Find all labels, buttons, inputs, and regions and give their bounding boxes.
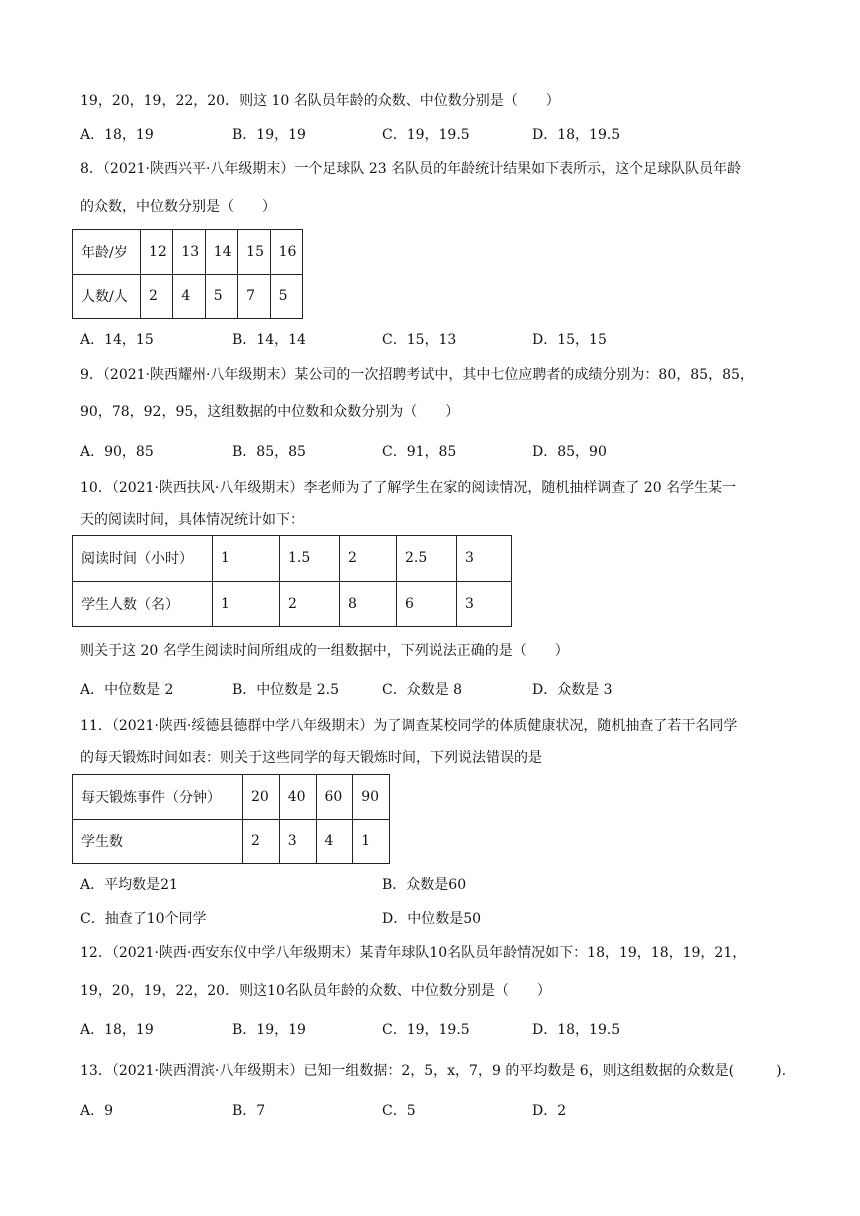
option-b: B．7 (232, 1103, 266, 1119)
q11-table (72, 774, 390, 864)
table-cell: 2 (340, 536, 397, 582)
table-cell: 90 (353, 775, 390, 820)
table-cell: 1 (213, 536, 280, 582)
table-row (73, 536, 512, 582)
option-c: C．19，19.5 (382, 1022, 470, 1038)
table-cell: 16 (270, 230, 302, 275)
q12-stem-line2: 19，20，19，22，20．则这10名队员年龄的众数、中位数分别是（ ） (80, 983, 551, 999)
option-b: B．14，14 (232, 332, 306, 348)
table-cell: 15 (238, 230, 270, 275)
q8-table (72, 229, 303, 319)
table-cell: 6 (397, 581, 457, 627)
q7-stem-line: 19，20，19，22，20．则这 10 名队员年龄的众数、中位数分别是（ ） (80, 93, 560, 109)
table-cell: 3 (457, 581, 512, 627)
table-cell: 1 (213, 581, 280, 627)
table-row (73, 819, 390, 864)
option-a: A．18，19 (80, 127, 154, 143)
table-cell: 学生数 (73, 819, 243, 864)
option-d: D．众数是 3 (532, 682, 613, 698)
table-cell: 13 (173, 230, 205, 275)
option-c: C．5 (382, 1103, 416, 1119)
q10-stem-line2: 天的阅读时间，具体情况统计如下： (80, 512, 304, 528)
table-cell: 每天锻炼事件（分钟） (73, 775, 243, 820)
option-d: D．2 (532, 1103, 567, 1119)
table-cell: 4 (316, 819, 353, 864)
option-a: A．平均数是21 (80, 877, 178, 893)
option-b: B．中位数是 2.5 (232, 682, 340, 698)
option-a: A．90，85 (80, 444, 154, 460)
table-cell: 1 (353, 819, 390, 864)
table-row (73, 581, 512, 627)
table-cell: 60 (316, 775, 353, 820)
table-cell: 5 (270, 274, 302, 319)
table-cell: 14 (205, 230, 237, 275)
table-cell: 人数/人 (73, 274, 141, 319)
table-cell: 3 (457, 536, 512, 582)
option-a: A．18，19 (80, 1022, 154, 1038)
option-b: B．众数是60 (382, 877, 467, 893)
table-cell: 7 (238, 274, 270, 319)
option-c: C．15，13 (382, 332, 457, 348)
q8-stem-line1: 8．（2021·陕西兴平·八年级期末）一个足球队 23 名队员的年龄统计结果如下表所示，这个足球队队员年龄 (80, 161, 742, 177)
table-cell: 2.5 (397, 536, 457, 582)
table-cell: 5 (205, 274, 237, 319)
option-a: A．14，15 (80, 332, 154, 348)
q10-table (72, 535, 512, 627)
table-cell: 3 (279, 819, 316, 864)
q13-stem-line1: 13．（2021·陕西渭滨·八年级期末）已知一组数据：2，5，x，7，9 的平均数是 6，则这组数据的众数是( ). (80, 1063, 787, 1079)
option-b: B．19，19 (232, 1022, 306, 1038)
table-row (73, 775, 390, 820)
table-cell: 阅读时间（小时） (73, 536, 213, 582)
q8-stem-line2: 的众数，中位数分别是（ ） (80, 199, 276, 215)
table-cell: 年龄/岁 (73, 230, 141, 275)
option-c: C．19，19.5 (382, 127, 470, 143)
q9-stem-line2: 90，78，92，95，这组数据的中位数和众数分别为（ ） (80, 404, 460, 420)
option-c: C．抽查了10个同学 (80, 911, 207, 927)
q10-stem-line3: 则关于这 20 名学生阅读时间所组成的一组数据中，下列说法正确的是（ ） (80, 643, 569, 659)
option-d: D．15，15 (532, 332, 607, 348)
option-d: D．85，90 (532, 444, 607, 460)
option-d: D．18，19.5 (532, 1022, 621, 1038)
table-cell: 1.5 (280, 536, 340, 582)
option-d: D．18，19.5 (532, 127, 621, 143)
table-row (73, 274, 303, 319)
table-cell: 40 (279, 775, 316, 820)
q11-stem-line1: 11．（2021·陕西·绥德县德群中学八年级期末）为了调查某校同学的体质健康状况，随机抽查了若干名同学 (80, 718, 738, 734)
option-c: C．91，85 (382, 444, 457, 460)
option-a: A．9 (80, 1103, 114, 1119)
option-c: C．众数是 8 (382, 682, 463, 698)
table-cell: 20 (243, 775, 280, 820)
q12-stem-line1: 12．（2021·陕西·西安东仪中学八年级期末）某青年球队10名队员年龄情况如下：18，19，18，19，21， (80, 945, 747, 961)
table-cell: 2 (280, 581, 340, 627)
option-b: B．19，19 (232, 127, 306, 143)
table-cell: 2 (243, 819, 280, 864)
table-cell: 12 (141, 230, 173, 275)
option-a: A．中位数是 2 (80, 682, 174, 698)
table-cell: 8 (340, 581, 397, 627)
table-cell: 学生人数（名） (73, 581, 213, 627)
option-d: D．中位数是50 (382, 911, 482, 927)
table-row (73, 230, 303, 275)
table-cell: 2 (141, 274, 173, 319)
q9-stem-line1: 9．（2021·陕西耀州·八年级期末）某公司的一次招聘考试中，其中七位应聘者的成绩分别为：80，85，85， (80, 367, 754, 383)
q11-stem-line2: 的每天锻炼时间如表：则关于这些同学的每天锻炼时间，下列说法错误的是 (80, 750, 542, 766)
q10-stem-line1: 10．（2021·陕西扶风·八年级期末）李老师为了了解学生在家的阅读情况，随机抽样调查了 20 名学生某一 (80, 480, 737, 496)
option-b: B．85，85 (232, 444, 306, 460)
table-cell: 4 (173, 274, 205, 319)
